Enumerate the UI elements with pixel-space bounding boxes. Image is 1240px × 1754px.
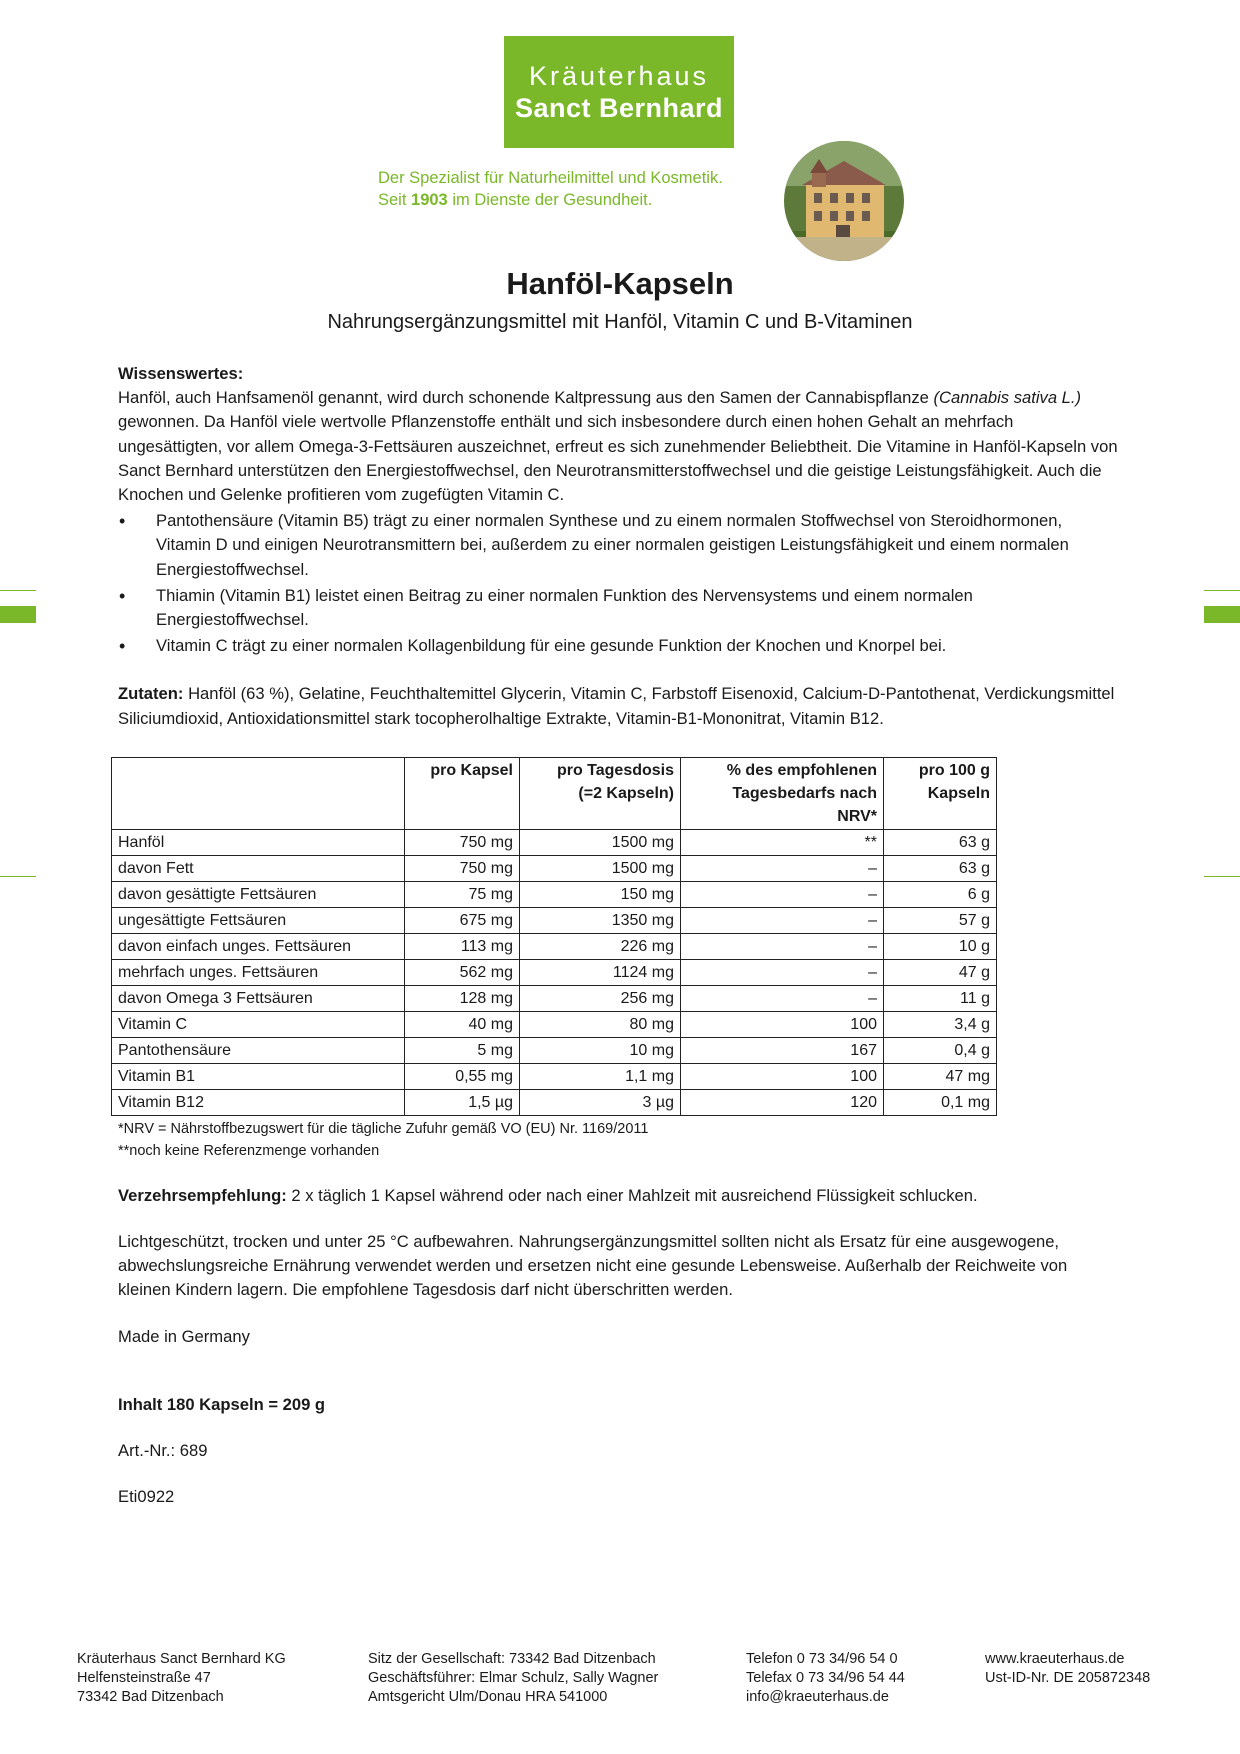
left-fold-mark (0, 606, 36, 623)
table-notes (118, 1118, 1118, 1162)
list-item: • Pantothensäure (Vitamin B5) trägt zu einer normalen Synthese und zu einem normalen Stoffwechsel von Steroidhormonen, Vitamin D und einigen Neurotransmittern bei, außerdem zu einer normalen geistigen Leistungsfähigkeit und einem normalen Energiestoffwechsel. (118, 509, 1118, 582)
table-header: pro 100 g Kapseln (884, 757, 997, 829)
slogan-line1: Der Spezialist für Naturheilmittel und Kosmetik. (378, 169, 723, 187)
ingredients-section (118, 682, 1118, 730)
table-cell: 57 g (884, 907, 997, 933)
label-code: Eti0922 (118, 1487, 175, 1507)
footer-managers: Geschäftsführer: Elmar Schulz, Sally Wagner (368, 1670, 659, 1686)
list-item: • Thiamin (Vitamin B1) leistet einen Beitrag zu einer normalen Funktion des Nervensystems und einem normalen Energiestoffwechsel. (118, 584, 1118, 632)
slogan (378, 167, 723, 211)
table-row (112, 1037, 997, 1063)
knowledge-text-post: gewonnen. Da Hanföl viele wertvolle Pflanzenstoffe enthält und sich insbesondere durch einen hohen Gehalt an mehrfach ungesättigten, vor allem Omega-3-Fettsäuren auszeichnet, erfreut es sich zunehmender Beliebtheit. Die Vitamine in Hanföl-Kapseln von Sanct Bernhard unterstützen den Energiestoffwechsel, den Neurotransmitterstoffwechsel und die geistige Leistungsfähigkeit. Auch die Knochen und Gelenke profitieren vom zugefügten Vitamin C. (118, 412, 1118, 505)
table-header: pro Kapsel (405, 757, 520, 829)
right-fold-mark (1204, 606, 1240, 623)
table-cell: 1350 mg (520, 907, 681, 933)
table-header (112, 757, 405, 829)
table-cell: 1500 mg (520, 855, 681, 881)
table-row (112, 881, 997, 907)
footer-web (985, 1650, 1150, 1688)
footer-court: Amtsgericht Ulm/Donau HRA 541000 (368, 1689, 608, 1705)
footer-street: Helfensteinstraße 47 (77, 1670, 211, 1686)
table-cell: 11 g (884, 985, 997, 1011)
knowledge-text-pre: Hanföl, auch Hanfsamenöl genannt, wird durch schonende Kaltpressung aus den Samen der Cannabispflanze (118, 388, 934, 408)
footer-website[interactable]: www.kraeuterhaus.de (985, 1651, 1125, 1667)
slogan-year: 1903 (411, 191, 448, 209)
knowledge-text-italic: (Cannabis sativa L.) (933, 388, 1082, 408)
table-header: pro Tagesdosis (=2 Kapseln) (520, 757, 681, 829)
table-cell: 1,1 mg (520, 1063, 681, 1089)
label-content (118, 362, 1118, 1509)
content-amount: Inhalt 180 Kapseln = 209 g (118, 1394, 326, 1414)
slogan-post: im Dienste der Gesundheit. (452, 191, 653, 209)
table-cell: 1,5 µg (405, 1089, 520, 1115)
table-cell: 3,4 g (884, 1011, 997, 1037)
footer-seat: Sitz der Gesellschaft: 73342 Bad Ditzenbach (368, 1651, 656, 1667)
table-cell: 226 mg (520, 933, 681, 959)
table-cell: 750 mg (405, 829, 520, 855)
left-fold-line (0, 590, 36, 591)
table-cell: 1124 mg (520, 959, 681, 985)
table-cell: 675 mg (405, 907, 520, 933)
footer-phone: Telefon 0 73 34/96 54 0 (746, 1651, 898, 1667)
table-cell: Vitamin B1 (112, 1063, 405, 1089)
house-photo (784, 141, 904, 261)
table-cell: 256 mg (520, 985, 681, 1011)
table-row (112, 1063, 997, 1089)
table-cell: 10 mg (520, 1037, 681, 1063)
table-cell: – (681, 985, 884, 1011)
slogan-line2 (378, 189, 723, 211)
table-cell: davon einfach unges. Fettsäuren (112, 933, 405, 959)
table-cell: 113 mg (405, 933, 520, 959)
table-cell: Pantothensäure (112, 1037, 405, 1063)
table-row (112, 907, 997, 933)
table-cell: davon gesättigte Fettsäuren (112, 881, 405, 907)
table-cell: 0,55 mg (405, 1063, 520, 1089)
usage-section (118, 1184, 1118, 1208)
table-row (112, 1011, 997, 1037)
table-cell: 750 mg (405, 855, 520, 881)
table-row (112, 1089, 997, 1115)
table-cell: 100 (681, 1063, 884, 1089)
table-cell: 80 mg (520, 1011, 681, 1037)
table-cell: 75 mg (405, 881, 520, 907)
table-cell: 47 mg (884, 1063, 997, 1089)
table-cell: 0,4 g (884, 1037, 997, 1063)
left-cut-line (0, 876, 36, 877)
table-cell: – (681, 933, 884, 959)
knowledge-heading: Wissenswertes: (118, 364, 244, 383)
table-cell: 0,1 mg (884, 1089, 997, 1115)
footer-email[interactable]: info@kraeuterhaus.de (746, 1689, 889, 1705)
ingredients-label: Zutaten: (118, 684, 184, 704)
table-cell: 3 µg (520, 1089, 681, 1115)
ingredients-text: Hanföl (63 %), Gelatine, Feuchthaltemittel Glycerin, Vitamin C, Farbstoff Eisenoxid, Calcium-D-Pantothenat, Verdickungsmittel Siliciumdioxid, Antioxidationsmittel stark tocopherolhaltige Extrakte, Vitamin-B1-Mononitrat, Vitamin B12. (118, 684, 1115, 728)
made-in: Made in Germany (118, 1326, 250, 1346)
table-cell: 40 mg (405, 1011, 520, 1037)
table-cell: davon Fett (112, 855, 405, 881)
usage-text: 2 x täglich 1 Kapsel während oder nach einer Mahlzeit mit ausreichend Flüssigkeit schlucken. (286, 1185, 978, 1205)
slogan-pre: Seit (378, 191, 407, 209)
logo-line1: Kräuterhaus (528, 61, 710, 91)
footer-city: 73342 Bad Ditzenbach (77, 1689, 224, 1705)
table-cell: ** (681, 829, 884, 855)
table-cell: – (681, 907, 884, 933)
knowledge-section (118, 362, 1118, 507)
table-cell: – (681, 881, 884, 907)
table-cell: 150 mg (520, 881, 681, 907)
table-row (112, 933, 997, 959)
benefit-list (118, 509, 1118, 658)
right-fold-line (1204, 590, 1240, 591)
table-cell: – (681, 855, 884, 881)
table-cell: Vitamin C (112, 1011, 405, 1037)
storage-text: Lichtgeschützt, trocken und unter 25 °C aufbewahren. Nahrungsergänzungsmittel sollten nicht als Ersatz für eine ausgewogene, abwechslungsreiche Ernährung verwendet werden und ersetzen nicht eine gesunde Lebensweise. Außerhalb der Reichweite von kleinen Kindern lagern. Die empfohlene Tagesdosis darf nicht überschritten werden. (118, 1232, 1068, 1300)
nrv-note: *NRV = Nährstoffbezugswert für die tägliche Zufuhr gemäß VO (EU) Nr. 1169/2011 (118, 1120, 649, 1137)
nutrition-table (111, 757, 997, 1116)
logo-line2: Sanct Bernhard (514, 93, 724, 123)
usage-label: Verzehrsempfehlung: (118, 1185, 287, 1205)
table-cell: 562 mg (405, 959, 520, 985)
table-cell: 1500 mg (520, 829, 681, 855)
product-title: Hanföl-Kapseln (506, 266, 734, 301)
table-cell: 63 g (884, 855, 997, 881)
table-cell: 120 (681, 1089, 884, 1115)
table-cell: davon Omega 3 Fettsäuren (112, 985, 405, 1011)
table-cell: 167 (681, 1037, 884, 1063)
footer-fax: Telefax 0 73 34/96 54 44 (746, 1670, 905, 1686)
table-cell: 47 g (884, 959, 997, 985)
brand-logo (504, 36, 734, 148)
product-subtitle: Nahrungsergänzungsmittel mit Hanföl, Vitamin C und B-Vitaminen (327, 311, 913, 333)
footer-legal (368, 1650, 658, 1707)
table-row (112, 829, 997, 855)
table-header: % des empfohlenen Tagesbedarfs nach NRV* (681, 757, 884, 829)
table-cell: mehrfach unges. Fettsäuren (112, 959, 405, 985)
table-row (112, 855, 997, 881)
table-cell: Hanföl (112, 829, 405, 855)
reference-note: **noch keine Referenzmenge vorhanden (118, 1142, 380, 1159)
table-cell: 128 mg (405, 985, 520, 1011)
article-number: Art.-Nr.: 689 (118, 1441, 208, 1461)
footer-contact (746, 1650, 905, 1707)
table-cell: 10 g (884, 933, 997, 959)
table-cell: 100 (681, 1011, 884, 1037)
footer-company (77, 1650, 286, 1707)
table-cell: – (681, 959, 884, 985)
table-row (112, 959, 997, 985)
footer-company-name: Kräuterhaus Sanct Bernhard KG (77, 1651, 286, 1667)
list-item: • Vitamin C trägt zu einer normalen Kollagenbildung für eine gesunde Funktion der Knochen und Knorpel bei. (118, 634, 1118, 658)
table-cell: 63 g (884, 829, 997, 855)
table-header-row (112, 757, 997, 829)
table-cell: ungesättigte Fettsäuren (112, 907, 405, 933)
table-row (112, 985, 997, 1011)
right-cut-line (1204, 876, 1240, 877)
footer-vat-id: Ust-ID-Nr. DE 205872348 (985, 1670, 1151, 1686)
table-cell: Vitamin B12 (112, 1089, 405, 1115)
table-cell: 6 g (884, 881, 997, 907)
table-cell: 5 mg (405, 1037, 520, 1063)
